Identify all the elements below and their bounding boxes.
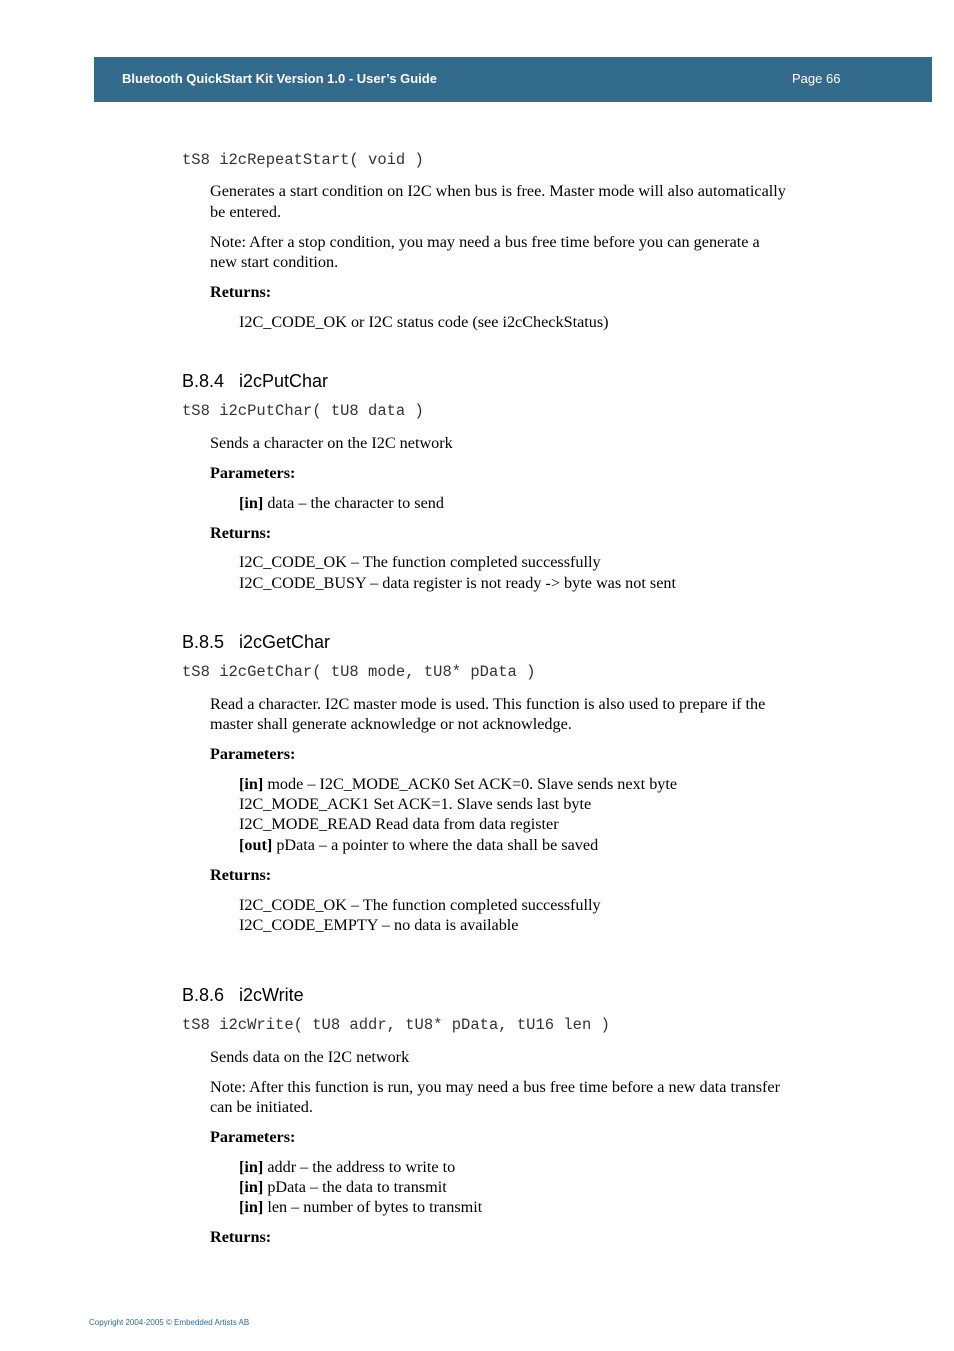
param-direction-tag: [in] [239, 1178, 264, 1196]
returns-label: Returns: [210, 283, 272, 301]
returns-value: I2C_CODE_EMPTY – no data is available [239, 916, 519, 934]
page-number: Page 66 [792, 71, 841, 86]
section-title: i2cWrite [239, 985, 304, 1005]
section-heading [182, 371, 328, 392]
parameter-line [239, 1197, 482, 1217]
param-direction-tag: [out] [239, 836, 273, 854]
param-description: mode – I2C_MODE_ACK0 Set ACK=0. Slave sends next byte [263, 775, 678, 793]
returns-value: I2C_CODE_OK – The function completed successfully [239, 896, 601, 914]
function-signature: tS8 i2cWrite( tU8 addr, tU8* pData, tU16 len ) [182, 1016, 610, 1034]
returns-label: Returns: [210, 524, 272, 542]
returns-value: I2C_CODE_BUSY – data register is not ready -> byte was not sent [239, 574, 676, 592]
description-line: Sends a character on the I2C network [210, 434, 453, 452]
document-title: Bluetooth QuickStart Kit Version 1.0 - User’s Guide [122, 71, 437, 86]
param-description: addr – the address to write to [263, 1158, 456, 1176]
param-direction-tag: [in] [239, 775, 264, 793]
param-direction-tag: [in] [239, 494, 264, 512]
section-heading [182, 985, 304, 1006]
note-line: new start condition. [210, 253, 339, 271]
parameter-line [239, 1177, 447, 1197]
parameter-line: I2C_MODE_READ Read data from data register [239, 815, 559, 833]
returns-label: Returns: [210, 866, 272, 884]
copyright-footer: Copyright 2004-2005 © Embedded Artists AB [89, 1318, 250, 1327]
page-header [94, 57, 932, 102]
section-title: i2cPutChar [239, 371, 329, 391]
param-description: data – the character to send [263, 494, 444, 512]
parameter-line [239, 493, 444, 513]
returns-value: I2C_CODE_OK – The function completed successfully [239, 553, 601, 571]
section-number: B.8.5 [182, 632, 225, 652]
parameter-line [239, 835, 598, 855]
section-heading [182, 632, 330, 653]
param-description: pData – a pointer to where the data shall be saved [272, 836, 599, 854]
param-direction-tag: [in] [239, 1198, 264, 1216]
returns-value: I2C_CODE_OK or I2C status code (see i2cCheckStatus) [239, 313, 609, 331]
parameters-label: Parameters: [210, 1128, 296, 1146]
param-description: pData – the data to transmit [263, 1178, 447, 1196]
function-signature: tS8 i2cPutChar( tU8 data ) [182, 402, 424, 420]
function-signature: tS8 i2cGetChar( tU8 mode, tU8* pData ) [182, 663, 536, 681]
description-line: Sends data on the I2C network [210, 1048, 410, 1066]
note-line: Note: After this function is run, you may need a bus free time before a new data transfer [210, 1078, 780, 1096]
param-description: len – number of bytes to transmit [263, 1198, 483, 1216]
description-line: Read a character. I2C master mode is used. This function is also used to prepare if the [210, 695, 766, 713]
returns-label: Returns: [210, 1228, 272, 1246]
section-number: B.8.4 [182, 371, 225, 391]
description-line: be entered. [210, 203, 282, 221]
section-number: B.8.6 [182, 985, 225, 1005]
param-direction-tag: [in] [239, 1158, 264, 1176]
section-title: i2cGetChar [239, 632, 331, 652]
parameter-line [239, 774, 677, 794]
parameter-line [239, 1157, 455, 1177]
note-line: Note: After a stop condition, you may need a bus free time before you can generate a [210, 233, 760, 251]
function-signature: tS8 i2cRepeatStart( void ) [182, 151, 424, 169]
description-line: master shall generate acknowledge or not acknowledge. [210, 715, 572, 733]
note-line: can be initiated. [210, 1098, 313, 1116]
parameters-label: Parameters: [210, 464, 296, 482]
description-line: Generates a start condition on I2C when bus is free. Master mode will also automatically [210, 182, 786, 200]
parameter-line: I2C_MODE_ACK1 Set ACK=1. Slave sends last byte [239, 795, 592, 813]
parameters-label: Parameters: [210, 745, 296, 763]
